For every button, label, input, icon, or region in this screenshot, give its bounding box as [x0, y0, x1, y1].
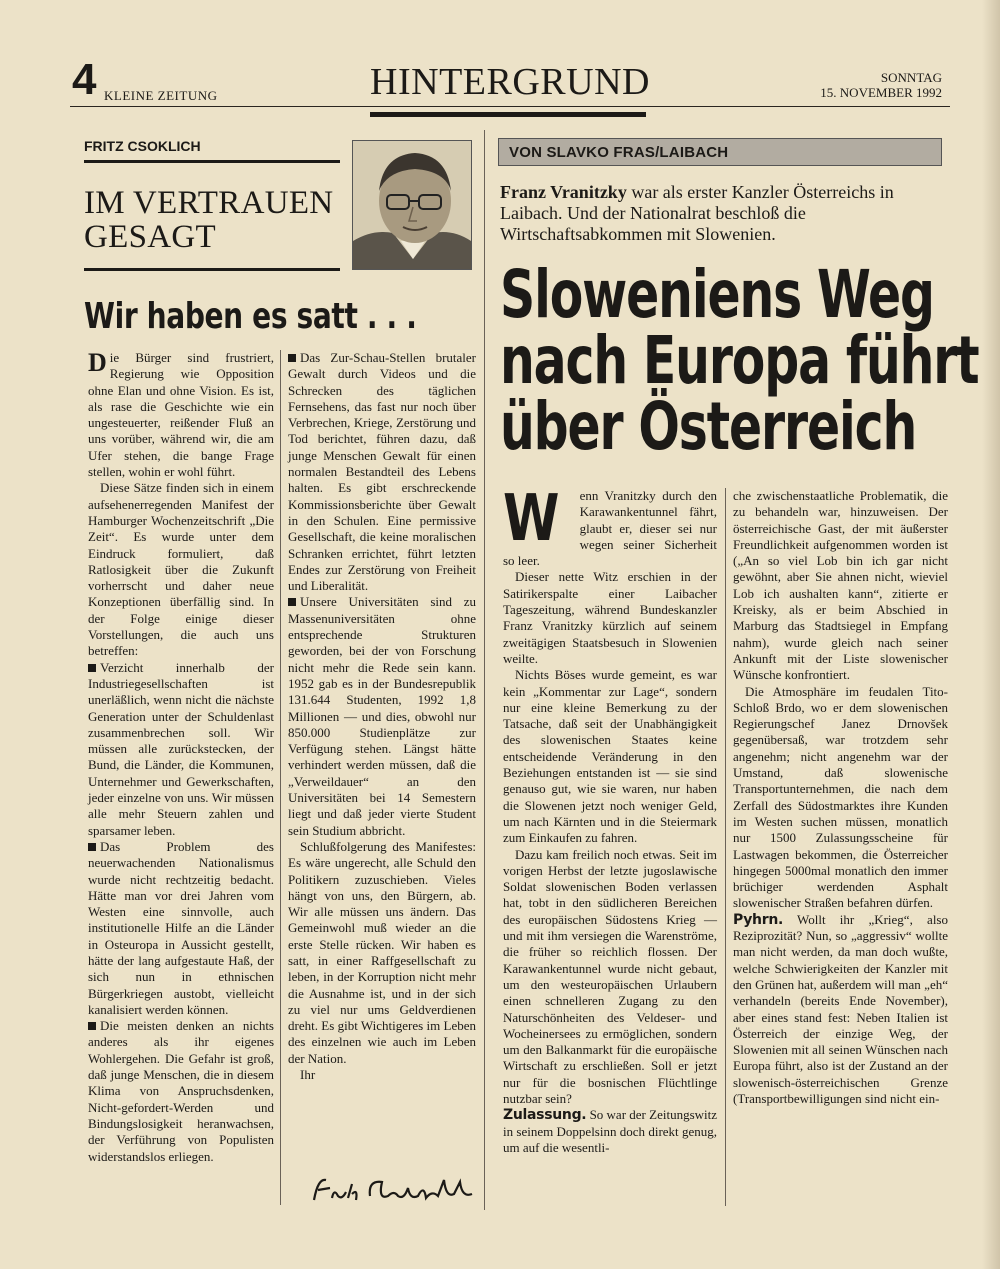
- paper-name: KLEINE ZEITUNG: [104, 88, 218, 103]
- column-author: FRITZ CSOKLICH: [84, 138, 201, 154]
- paragraph-text: Die meisten denken an nichts anderes als ihr eigenes Wohlergehen. Die Gefahr ist groß, daß junge Menschen, die in diesem Klima von Anspruchsdenken, Nicht-gefordert-Werden und Bindungslosigkeit heranwachsen, der Verführung von Populisten widerstandslos erliegen.: [88, 1018, 274, 1164]
- column-title-line2: GESAGT: [84, 219, 216, 255]
- page-number: 4: [72, 55, 97, 104]
- article-headline-line3: über Österreich: [500, 388, 917, 465]
- column-rule-bottom: [84, 268, 340, 271]
- column-text-col2: [288, 350, 476, 1083]
- paragraph-lead: Pyhrn.: [733, 911, 784, 928]
- author-portrait: [352, 140, 472, 270]
- column-headline: Wir haben es satt . . .: [84, 296, 417, 337]
- paragraph-text: Diese Sätze finden sich in einem aufsehenerregenden Manifest der Hamburger Wochenzeitschrift „Die Zeit“. Es wurde unter dem Eindruck formuliert, daß Ratlosigkeit über die Zukunft vorherrscht und daher neue Konzeptionen überfällig sind. In der Folge einige dieser Vorstellungen, die auch uns betreffen:: [88, 480, 274, 659]
- portrait-image: [353, 141, 471, 269]
- paragraph-text: Dieser nette Witz erschien in der Satirikerspalte einer Laibacher Tageszeitung, während Bundeskanzler Franz Vranitzky kürzlich auf seinem zweitägigen Staatsbesuch in Slowenien weilte.: [503, 569, 717, 666]
- article-text-col2: [733, 488, 948, 1107]
- drop-cap: W: [503, 482, 560, 556]
- issue-date: [820, 70, 942, 100]
- paragraph: [88, 660, 274, 839]
- paragraph: [88, 480, 274, 659]
- bullet-square-icon: [88, 664, 96, 672]
- column-title: [84, 186, 344, 254]
- article-text-col1: [503, 482, 718, 1156]
- column-title-line1: IM VERTRAUEN: [84, 185, 334, 221]
- article-headline-line2: nach Europa führt: [500, 322, 979, 399]
- page-edge-shadow: [982, 0, 1000, 1269]
- column-divider-1: [280, 350, 281, 1205]
- paragraph: [88, 839, 274, 1018]
- paragraph: [88, 350, 274, 480]
- article-divider-2: [725, 488, 726, 1206]
- paragraph: [503, 482, 717, 569]
- article-byline-box: [498, 138, 942, 166]
- paragraph: [503, 847, 717, 1108]
- article-intro-text: war als erster Kanzler Österreichs in Laibach. Und der Nationalrat beschloß die Wirtschaftsabkommen mit Slowenien.: [500, 182, 894, 244]
- column-text-col1: [88, 350, 274, 1165]
- paragraph-text: ie Bürger sind frustriert, Regierung wie Opposition ohne Elan und ohne Vision. Es ist, als rase die Geschichte wie ein ungesteuerter, reißender Fluß an uns vorüber, während wir, die am Ufer stehen, die bange Frage stellen, wohin er wohl führt.: [88, 350, 274, 480]
- bullet-square-icon: [288, 598, 296, 606]
- article-headline-line1: Sloweniens Weg: [500, 256, 934, 333]
- paragraph-text: Die Atmosphäre im feudalen Tito-Schloß Brdo, wo er dem slowenischen Regierungschef Janez Drnovšek gegenübersaß, war trotzdem sehr angenehm; nicht angenehm war der Umstand, daß slowenische Transportunternehmen, die nach dem Zerfall des Südostmarktes ihre Kunden im Westen suchen müssen, monatlich nur 1500 Zulassungsscheine für Lastwagen bekommen, die Österreicher hingegen 5000mal monatlich den immer brüchiger werdenden Asphalt slowenischer Straßen befahren dürfen.: [733, 683, 948, 911]
- article-divider: [484, 130, 485, 1210]
- paragraph: [503, 569, 717, 667]
- section-underline: [370, 112, 646, 117]
- author-signature: [308, 1170, 478, 1210]
- paragraph-text: Wollt ihr „Krieg“, also Reziprozität? Nun, so „aggressiv“ wollte man nicht werden, da man doch wußte, welche Schwierigkeiten der Kanzler mit den Grünen hat, außerdem will man „eh“ verhandeln (bereits Ende November), aber eines stand fest: Neben Italien ist Österreich der einzige Weg, der Slowenien mit all seinen Wünschen nach Europa führt, also ist der Zustand an der slowenisch-österreichischen Grenze (Transportbewilligungen sind nicht ein-: [733, 911, 948, 1106]
- column-rule-top: [84, 160, 340, 163]
- paragraph: [503, 1107, 717, 1156]
- paragraph: [503, 667, 717, 846]
- article-intro-name: Franz Vranitzky: [500, 182, 627, 202]
- paragraph-text: Schlußfolgerung des Manifestes: Es wäre ungerecht, alle Schuld den Politikern zuzuschieben. Vieles hängt von uns, den Bürgern, ab. Wir alle müssen uns ändern. Das Gemeinwohl muß wieder an die erste Stelle rücken. Wir haben es satt, in einer Raffgesellschaft zu leben, in der Korruption nicht mehr die Ausnahme ist, und in der sich zu viel nur ums Geldverdienen dreht. Es gibt Wichtigeres im Leben des einzelnen wie auch im Leben der Nation.: [288, 838, 476, 1066]
- drop-cap: D: [88, 348, 107, 377]
- article-intro: [500, 182, 950, 245]
- article-headline: [500, 256, 979, 465]
- bullet-square-icon: [288, 354, 296, 362]
- paragraph: [288, 839, 476, 1067]
- paragraph: [733, 912, 948, 1108]
- paragraph-text: So war der Zeitungswitz in seinem Doppelsinn doch direkt genug, um auf die wesentli-: [503, 1107, 718, 1155]
- paragraph-text: Verzicht innerhalb der Industriegesellschaften ist unerläßlich, wenn nicht die nächste Generation unter der Schuldenlast zusammenbrechen soll. Wir müssen alle zurückstecken, der Bund, die Länder, die Kommunen, Unternehmer und Gewerkschaften, jeder einzelne von uns. Wir müssen alle mehr Steuern zahlen und sparsamer leben.: [88, 659, 274, 838]
- paragraph-text: enn Vranitzky durch den Karawankentunnel fährt, glaubt er, dieser sei nur wegen seiner Sicherheit so leer.: [503, 488, 717, 569]
- paragraph-text: Dazu kam freilich noch etwas. Seit im vorigen Herbst der letzte jugoslawische Soldat slowenischen Boden verlassen hat, tobt in den südlicheren Bereichen des europäischen Südostens Krieg — und mit ihm versiegen die Warenströme, die früher so reichlich flossen. Der Karawankentunnel wurde nicht gebaut, um den westeuropäischen Urlaubern einen schnelleren Zugang zu den Naturschönheiten des Veldeser- und Wocheinersees zu ermöglichen, sondern um den Balkanmarkt für die europäische Wirtschaft zu erschließen. Soll er jetzt nur für die bosnischen Flüchtlinge nutzbar sein?: [503, 846, 717, 1106]
- issue-date-text: 15. NOVEMBER 1992: [820, 85, 942, 100]
- bullet-square-icon: [88, 843, 96, 851]
- section-title: HINTERGRUND: [370, 61, 650, 103]
- paragraph: [288, 594, 476, 838]
- bullet-square-icon: [88, 1022, 96, 1030]
- paragraph-text: Unsere Universitäten sind zu Massenuniversitäten ohne entsprechende Strukturen geworden, bei der von Forschung nicht mehr die Rede sein kann. 1952 gab es in der Bundesrepublik 131.644 Studenten, 1992 1,8 Millionen — und dies, obwohl nur 850.000 Studienplätze zur Verfügung stehen. Längst hätte verhindert werden müssen, daß die „Verweildauer“ an den Universitäten bei 14 Semestern liegt und daß jeder vierte Student sein Studium abbricht.: [288, 594, 476, 838]
- paragraph-text: Nichts Böses wurde gemeint, es war kein „Kommentar zur Lage“, sondern nur eine kleine Bemerkung zu der Tatsache, daß seit der Unabhängigkeit des slowenischen Staates keine entscheidende Veränderung in den Beziehungen entstanden ist — sie sind genauso gut, wie sie waren, nur haben die Slowenen jetzt noch weniger Geld, um nach Kärnten und in die Steiermark zum Einkaufen zu fahren.: [503, 667, 717, 846]
- masthead-rule: [70, 106, 950, 107]
- paragraph-text: che zwischenstaatliche Problematik, die zu behandeln war, hinzuweisen. Der österreichische Gast, der mit äußerster Freundlichkeit aufgenommen worden ist („An so viel Lob bin ich gar nicht gewöhnt, aber Sie ahnen nicht, wieviel Lob ich aushalten kann“, zitierte er Kreisky, als er beim Abschied in Marburg das Stadtsiegel in Empfang nahm), wurde gleich nach seiner Ankunft mit der Liste slowenischer Wünsche konfrontiert.: [733, 488, 948, 683]
- article-byline: VON SLAVKO FRAS/LAIBACH: [509, 144, 729, 161]
- paragraph-lead: Zulassung.: [503, 1107, 587, 1124]
- paragraph: [288, 350, 476, 594]
- issue-day: SONNTAG: [880, 70, 942, 85]
- paragraph-text: Das Zur-Schau-Stellen brutaler Gewalt durch Videos und die Schrecken des täglichen Fernsehens, das fast nur noch über Verbrechen, Kriege, Zerstörung und Tod berichtet, führen dazu, daß junge Menschen Gewalt für einen normalen Bestandteil des Lebens halten. Es gibt erschreckende Kommissionsberichte über Gewalt in den Schulen. Eine permissive Gesellschaft, die keine moralischen Schranken errichtet, führt letzten Endes zur Zerstörung von Freiheit und Liberalität.: [288, 350, 476, 594]
- paragraph: [733, 684, 948, 912]
- paragraph: [88, 1018, 274, 1165]
- paragraph: [733, 488, 948, 684]
- paragraph-text: Das Problem des neuerwachenden Nationalismus wurde nicht rechtzeitig bedacht. Hätte man vor drei Jahren vom Westen eine sinnvolle, auch institutionelle Hilfe an die Länder in Osteuropa in Aussicht gestellt, hätte der lang aufgestaute Haß, der sich nun in ethnischen Bürgerkriegen austobt, vielleicht kanalisiert werden können.: [88, 838, 274, 1017]
- paragraph-text: Ihr: [300, 1067, 316, 1083]
- paragraph: [288, 1067, 476, 1083]
